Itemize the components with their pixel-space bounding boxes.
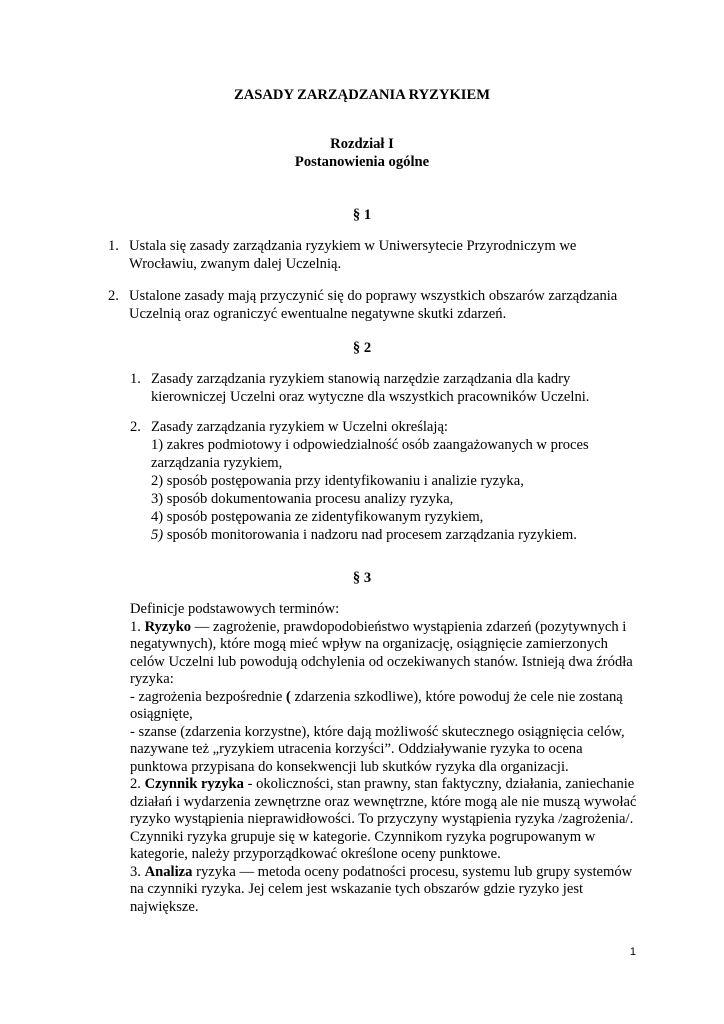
definition-number: 3. bbox=[130, 863, 145, 880]
item-line: 3) sposób dokumentowania procesu analizy ryzyka, bbox=[151, 491, 454, 507]
item-line: Uczelnią oraz ograniczyć ewentualne negatywne skutki zdarzeń. bbox=[129, 306, 507, 322]
definitions-block bbox=[130, 601, 650, 916]
section-3-mark: § 3 bbox=[352, 570, 372, 586]
section-2-mark: § 2 bbox=[352, 340, 372, 356]
definition-2-line: kategorie, należy przyporządkować określone oceny punktowe. bbox=[130, 846, 501, 862]
definition-text: - okoliczności, stan prawny, stan faktyczny, działania, zaniechanie bbox=[243, 776, 635, 792]
item-number: 2. bbox=[108, 288, 119, 304]
item-number: 2. bbox=[130, 419, 141, 435]
page-number: 1 bbox=[629, 946, 636, 958]
definition-2-line: działań i wydarzenia zewnętrzne oraz wewnętrzne, które mogą ale nie muszą wywołać bbox=[130, 793, 637, 810]
definition-1-line: osiągnięte, bbox=[130, 706, 193, 722]
chapter-name: Postanowienia ogólne bbox=[294, 154, 430, 170]
definition-number: 2. bbox=[130, 776, 145, 792]
item-line-prefix: 5) bbox=[151, 527, 164, 543]
item-line bbox=[151, 526, 589, 544]
document-title: ZASADY ZARZĄDZANIA RYZYKIEM bbox=[234, 87, 490, 103]
definition-2-line: Czynniki ryzyka grupuje się w kategorie. Czynnikom ryzyka pogrupowanym w bbox=[130, 828, 596, 845]
definition-3-line: największe. bbox=[130, 898, 199, 915]
item-line: 1) zakres podmiotowy i odpowiedzialność osób zaangażowanych w proces bbox=[151, 437, 589, 453]
item-line: Ustala się zasady zarządzania ryzykiem w Uniwersytecie Przyrodniczym we bbox=[129, 238, 577, 254]
definition-1-line: punktowa przypisana do konsekwencji lub skutków ryzyka dla organizacji. bbox=[130, 758, 569, 775]
definition-2-line: ryzyko wystąpienia nieprawidłowości. To przyczyny wystąpienia ryzyka /zagrożenia/. bbox=[130, 811, 634, 827]
definition-3-line: na czynniki ryzyka. Jej celem jest wskazanie tych obszarów gdzie ryzyko jest bbox=[130, 881, 584, 897]
definition-2-line bbox=[130, 776, 650, 794]
definition-1-line: celów Uczelni lub powodują odchylenia od oczekiwanych stanów. Istnieją dwa źródła bbox=[130, 653, 633, 670]
definition-text: ryzyka — metoda oceny podatności procesu, systemu lub grupy systemów bbox=[192, 863, 633, 880]
item-line: Zasady zarządzania ryzykiem w Uczelni określają: bbox=[151, 419, 448, 435]
item-line: Wrocławiu, zwanym dalej Uczelnią. bbox=[129, 256, 342, 272]
item-line: Zasady zarządzania ryzykiem stanowią narzędzie zarządzania dla kadry bbox=[151, 371, 571, 387]
definition-1-line bbox=[130, 619, 650, 637]
definition-1-line: nazywane też „ryzykiem utracenia korzyści”. Oddziaływanie ryzyka to ocena bbox=[130, 741, 583, 757]
definition-1-line: - szanse (zdarzenia korzystne), które dają możliwość skutecznego osiągnięcia celów, bbox=[130, 723, 625, 740]
definition-1-line bbox=[130, 689, 650, 707]
definition-text: zdarzenia szkodliwe), które powoduj że cele nie zostaną bbox=[290, 688, 623, 705]
item-line: zarządzania ryzykiem, bbox=[151, 455, 283, 471]
definition-text: — zagrożenie, prawdopodobieństwo wystąpienia zdarzeń (pozytywnych i bbox=[191, 618, 627, 635]
definition-1-line: negatywnych), które mogą mieć wpływ na organizację, osiągnięcie zamierzonych bbox=[130, 636, 608, 652]
definitions-intro: Definicje podstawowych terminów: bbox=[130, 601, 340, 617]
section-1-mark: § 1 bbox=[352, 207, 372, 223]
item-line: 2) sposób postępowania przy identyfikowaniu i analizie ryzyka, bbox=[151, 473, 524, 489]
definition-term: Ryzyko bbox=[144, 618, 192, 635]
chapter-heading bbox=[0, 135, 724, 171]
definition-1-line: ryzyka: bbox=[130, 671, 174, 687]
definition-number: 1. bbox=[130, 618, 145, 635]
item-line-rest: sposób monitorowania i nadzoru nad procesem zarządzania ryzykiem. bbox=[163, 527, 577, 543]
definition-term: Analiza bbox=[144, 863, 193, 880]
item-number: 1. bbox=[108, 238, 119, 254]
item-line: kierowniczej Uczelni oraz wytyczne dla wszystkich pracowników Uczelni. bbox=[151, 389, 590, 405]
definition-3-line bbox=[130, 864, 650, 882]
item-number: 1. bbox=[130, 371, 141, 387]
item-line: 4) sposób postępowania ze zidentyfikowanym ryzykiem, bbox=[151, 509, 484, 525]
item-line: Ustalone zasady mają przyczynić się do poprawy wszystkich obszarów zarządzania bbox=[129, 288, 618, 304]
chapter-number: Rozdział I bbox=[330, 136, 394, 152]
definition-paren: ( bbox=[286, 688, 291, 705]
definition-term: Czynnik ryzyka bbox=[144, 776, 244, 792]
definition-text: - zagrożenia bezpośrednie bbox=[130, 688, 286, 705]
